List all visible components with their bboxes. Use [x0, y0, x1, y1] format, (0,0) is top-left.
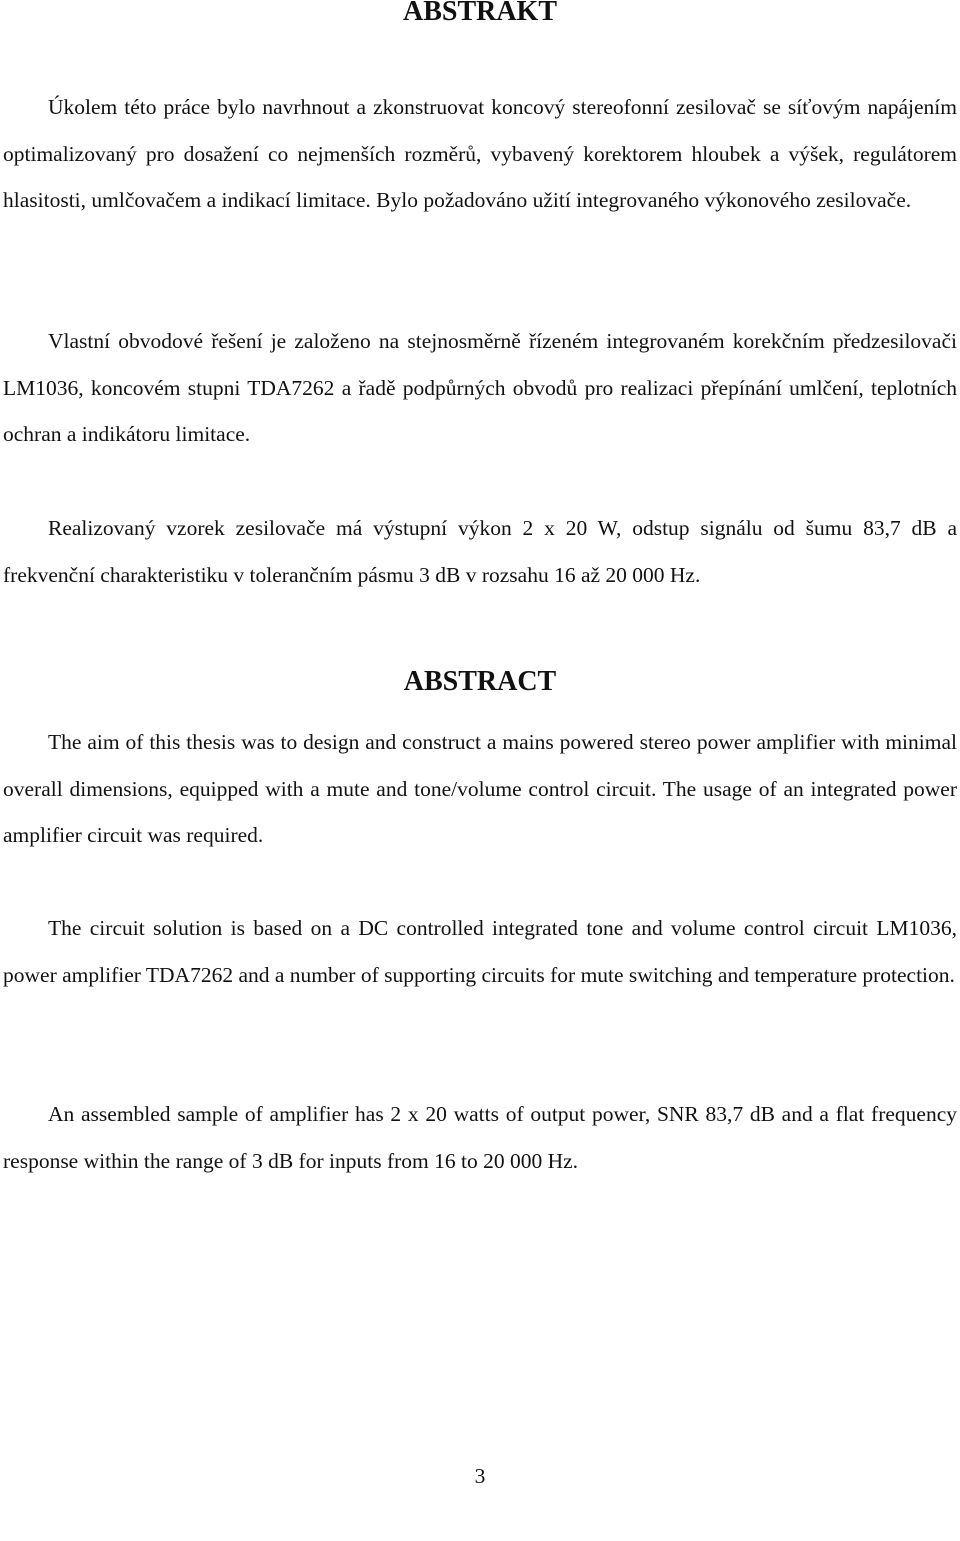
english-paragraph-3: An assembled sample of amplifier has 2 x 20 watts of output power, SNR 83,7 dB and a flat frequency response within the range of 3 dB for inputs from 16 to 20 000 Hz.	[3, 1102, 957, 1173]
english-abstract-heading: ABSTRACT	[403, 666, 557, 697]
page-number: 3	[474, 1464, 486, 1488]
czech-paragraph-2: Vlastní obvodové řešení je založeno na stejnosměrně řízeném integrovaném korekčním předzesilovači LM1036, koncovém stupni TDA7262 a řadě podpůrných obvodů pro realizaci přepínání umlčení, teplotních ochran a indikátoru limitace.	[3, 329, 957, 446]
czech-abstract-heading: ABSTRAKT	[402, 0, 558, 27]
czech-paragraph-1: Úkolem této práce bylo navrhnout a zkonstruovat koncový stereofonní zesilovač se síťovým napájením optimalizovaný pro dosažení co nejmenších rozměrů, vybavený korektorem hloubek a výšek, regulátorem hlasitosti, umlčovačem a indikací limitace. Bylo požadováno užití integrovaného výkonového zesilovače.	[3, 95, 957, 212]
english-paragraph-2: The circuit solution is based on a DC controlled integrated tone and volume control circuit LM1036, power amplifier TDA7262 and a number of supporting circuits for mute switching and temperature protection.	[3, 916, 957, 987]
english-paragraph-1: The aim of this thesis was to design and construct a mains powered stereo power amplifier with minimal overall dimensions, equipped with a mute and tone/volume control circuit. The usage of an integrated power amplifier circuit was required.	[3, 730, 957, 847]
czech-paragraph-3: Realizovaný vzorek zesilovače má výstupní výkon 2 x 20 W, odstup signálu od šumu 83,7 dB a frekvenční charakteristiku v tolerančním pásmu 3 dB v rozsahu 16 až 20 000 Hz.	[3, 516, 957, 587]
